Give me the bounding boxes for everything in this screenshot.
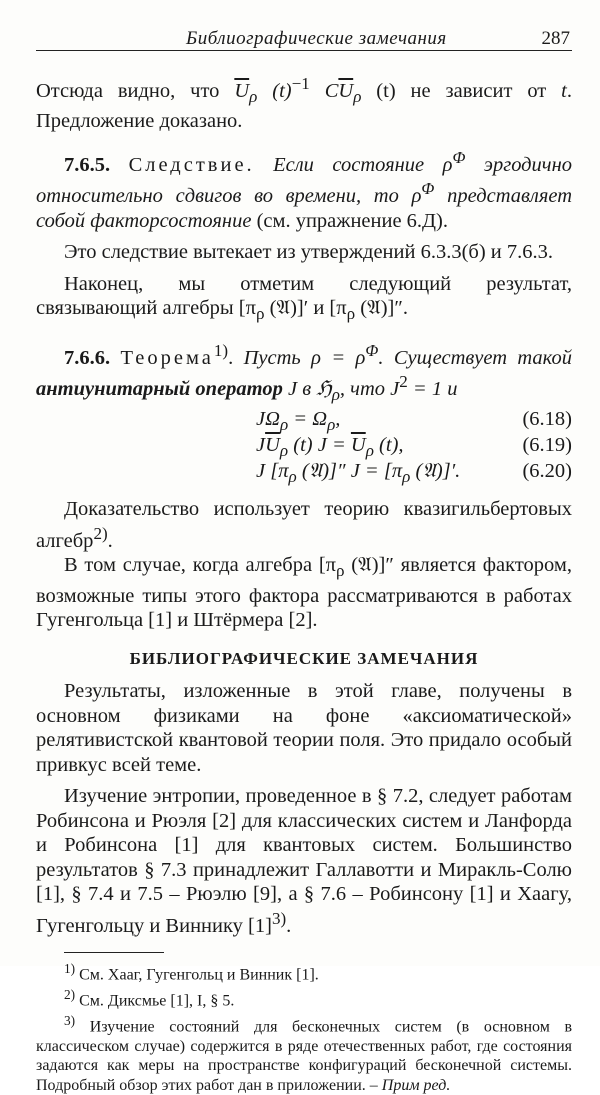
section-heading: БИБЛИОГРАФИЧЕСКИЕ ЗАМЕЧАНИЯ xyxy=(129,648,479,668)
theorem-7-6-6: 7.6.6. Теорема$^{1)}$. Пусть $\rho = \rho^\Phi$. Существует такой антиунитарный оператор J в ℌ$_\rho$, что $J^2 = 1$ и xyxy=(36,340,572,404)
corollary-number: 7.6.5. xyxy=(64,153,111,176)
equation-6-18 xyxy=(36,407,572,433)
footnote-ref-3: 3) xyxy=(271,908,287,928)
theorem-label: Теорема xyxy=(120,346,214,369)
equation-formula: $J\Omega_\rho = \Omega_\rho$, xyxy=(256,408,341,435)
equation-6-20 xyxy=(36,459,572,485)
bibliography-paragraph-2: Изучение энтропии, проведенное в § 7.2, следует работам Робинсона и Рюэля [2] для классических систем и Ланфорда и Робинсона [1] для квантовых систем. Большинство результатов § 7.3 принадлежит Галлавотти и Миракль-Солю [1], § 7.4 и 7.5 – Рюэлю [9], а § 7.6 – Робинсону [1] и Хаагу, Гугенгольцу и Виннику $[1]^{3)}$. xyxy=(36,785,572,937)
transition-paragraph: Наконец, мы отметим следующий результат, связывающий алгебры [$\pi_\rho$ (𝔄)]′ и [$\pi_\rho$ (𝔄)]″. xyxy=(36,272,572,324)
page-number: 287 xyxy=(541,28,570,49)
proof-conclusion: Отсюда видно, что $\overline{U}_\rho$ $(t)^{-1}$ $C\overline{U}_\rho$ (t) не зависит от t. Предложение доказано. xyxy=(36,74,572,133)
corollary-remark: Это следствие вытекает из утверждений 6.3.3(б) и 7.6.3. xyxy=(64,241,554,264)
footnote-2: $^{2)}$ См. Диксмье [1], I, § 5. xyxy=(64,987,235,1010)
footnote-ref-2: 2) xyxy=(93,523,108,543)
factor-types-paragraph: В том случае, когда алгебра [$\pi_\rho$ (𝔄)]″ является фактором, возможные типы этого фактора рассматриваются в работах Гугенгольца [1] и Штёрмера [2]. xyxy=(36,554,572,632)
corollary-7-6-5: 7.6.5. Следствие. Если состояние $\rho^\Phi$ эргодично относительно сдвигов во времени, то $\rho^\Phi$ представляет собой факторсостояние (см. упражнение 6.Д). xyxy=(36,147,573,232)
equation-number: (6.20) xyxy=(522,460,572,483)
equation-6-19 xyxy=(36,433,572,459)
footnotes xyxy=(36,959,572,1095)
running-title: Библиографические замечания xyxy=(186,28,447,49)
bibliography-paragraph-1: Результаты, изложенные в этой главе, получены в основном физиками на фоне «аксиоматической» релятивистской квантовой теории поля. Это придало особый привкус всей теме. xyxy=(36,680,572,776)
proof-note: Доказательство использует теорию квазигильбертовых алгебр$^{2)}$. xyxy=(36,498,572,552)
equation-formula: J [$\pi_\rho$ (𝔄)]″ $J = [\pi_\rho$ (𝔄)]′. xyxy=(256,460,461,487)
page-body xyxy=(36,72,572,1095)
footnote-1: $^{1)}$ См. Хааг, Гугенгольц и Винник [1]. xyxy=(64,961,319,984)
theorem-number: 7.6.6. xyxy=(64,346,111,369)
equation-formula: $J\overline{U}_\rho$ (t) $J = \overline{U}_\rho$ (t), xyxy=(256,434,404,461)
equation-number: (6.18) xyxy=(522,408,572,431)
equation-number: (6.19) xyxy=(522,434,572,457)
footnote-3: $^{3)}$ Изучение состояний для бесконечных систем (в основном в классическом случае) содержится в ряде отечественных работ, где состояния задаются как меры на пространстве конфигураций бесконечной системы. Подробный обзор этих работ дан в приложении. – Прим ред. xyxy=(36,1012,572,1094)
running-head xyxy=(36,26,572,51)
footnote-divider xyxy=(64,952,164,953)
footnote-ref-1: 1) xyxy=(213,340,229,360)
corollary-label: Следствие. xyxy=(128,153,255,176)
